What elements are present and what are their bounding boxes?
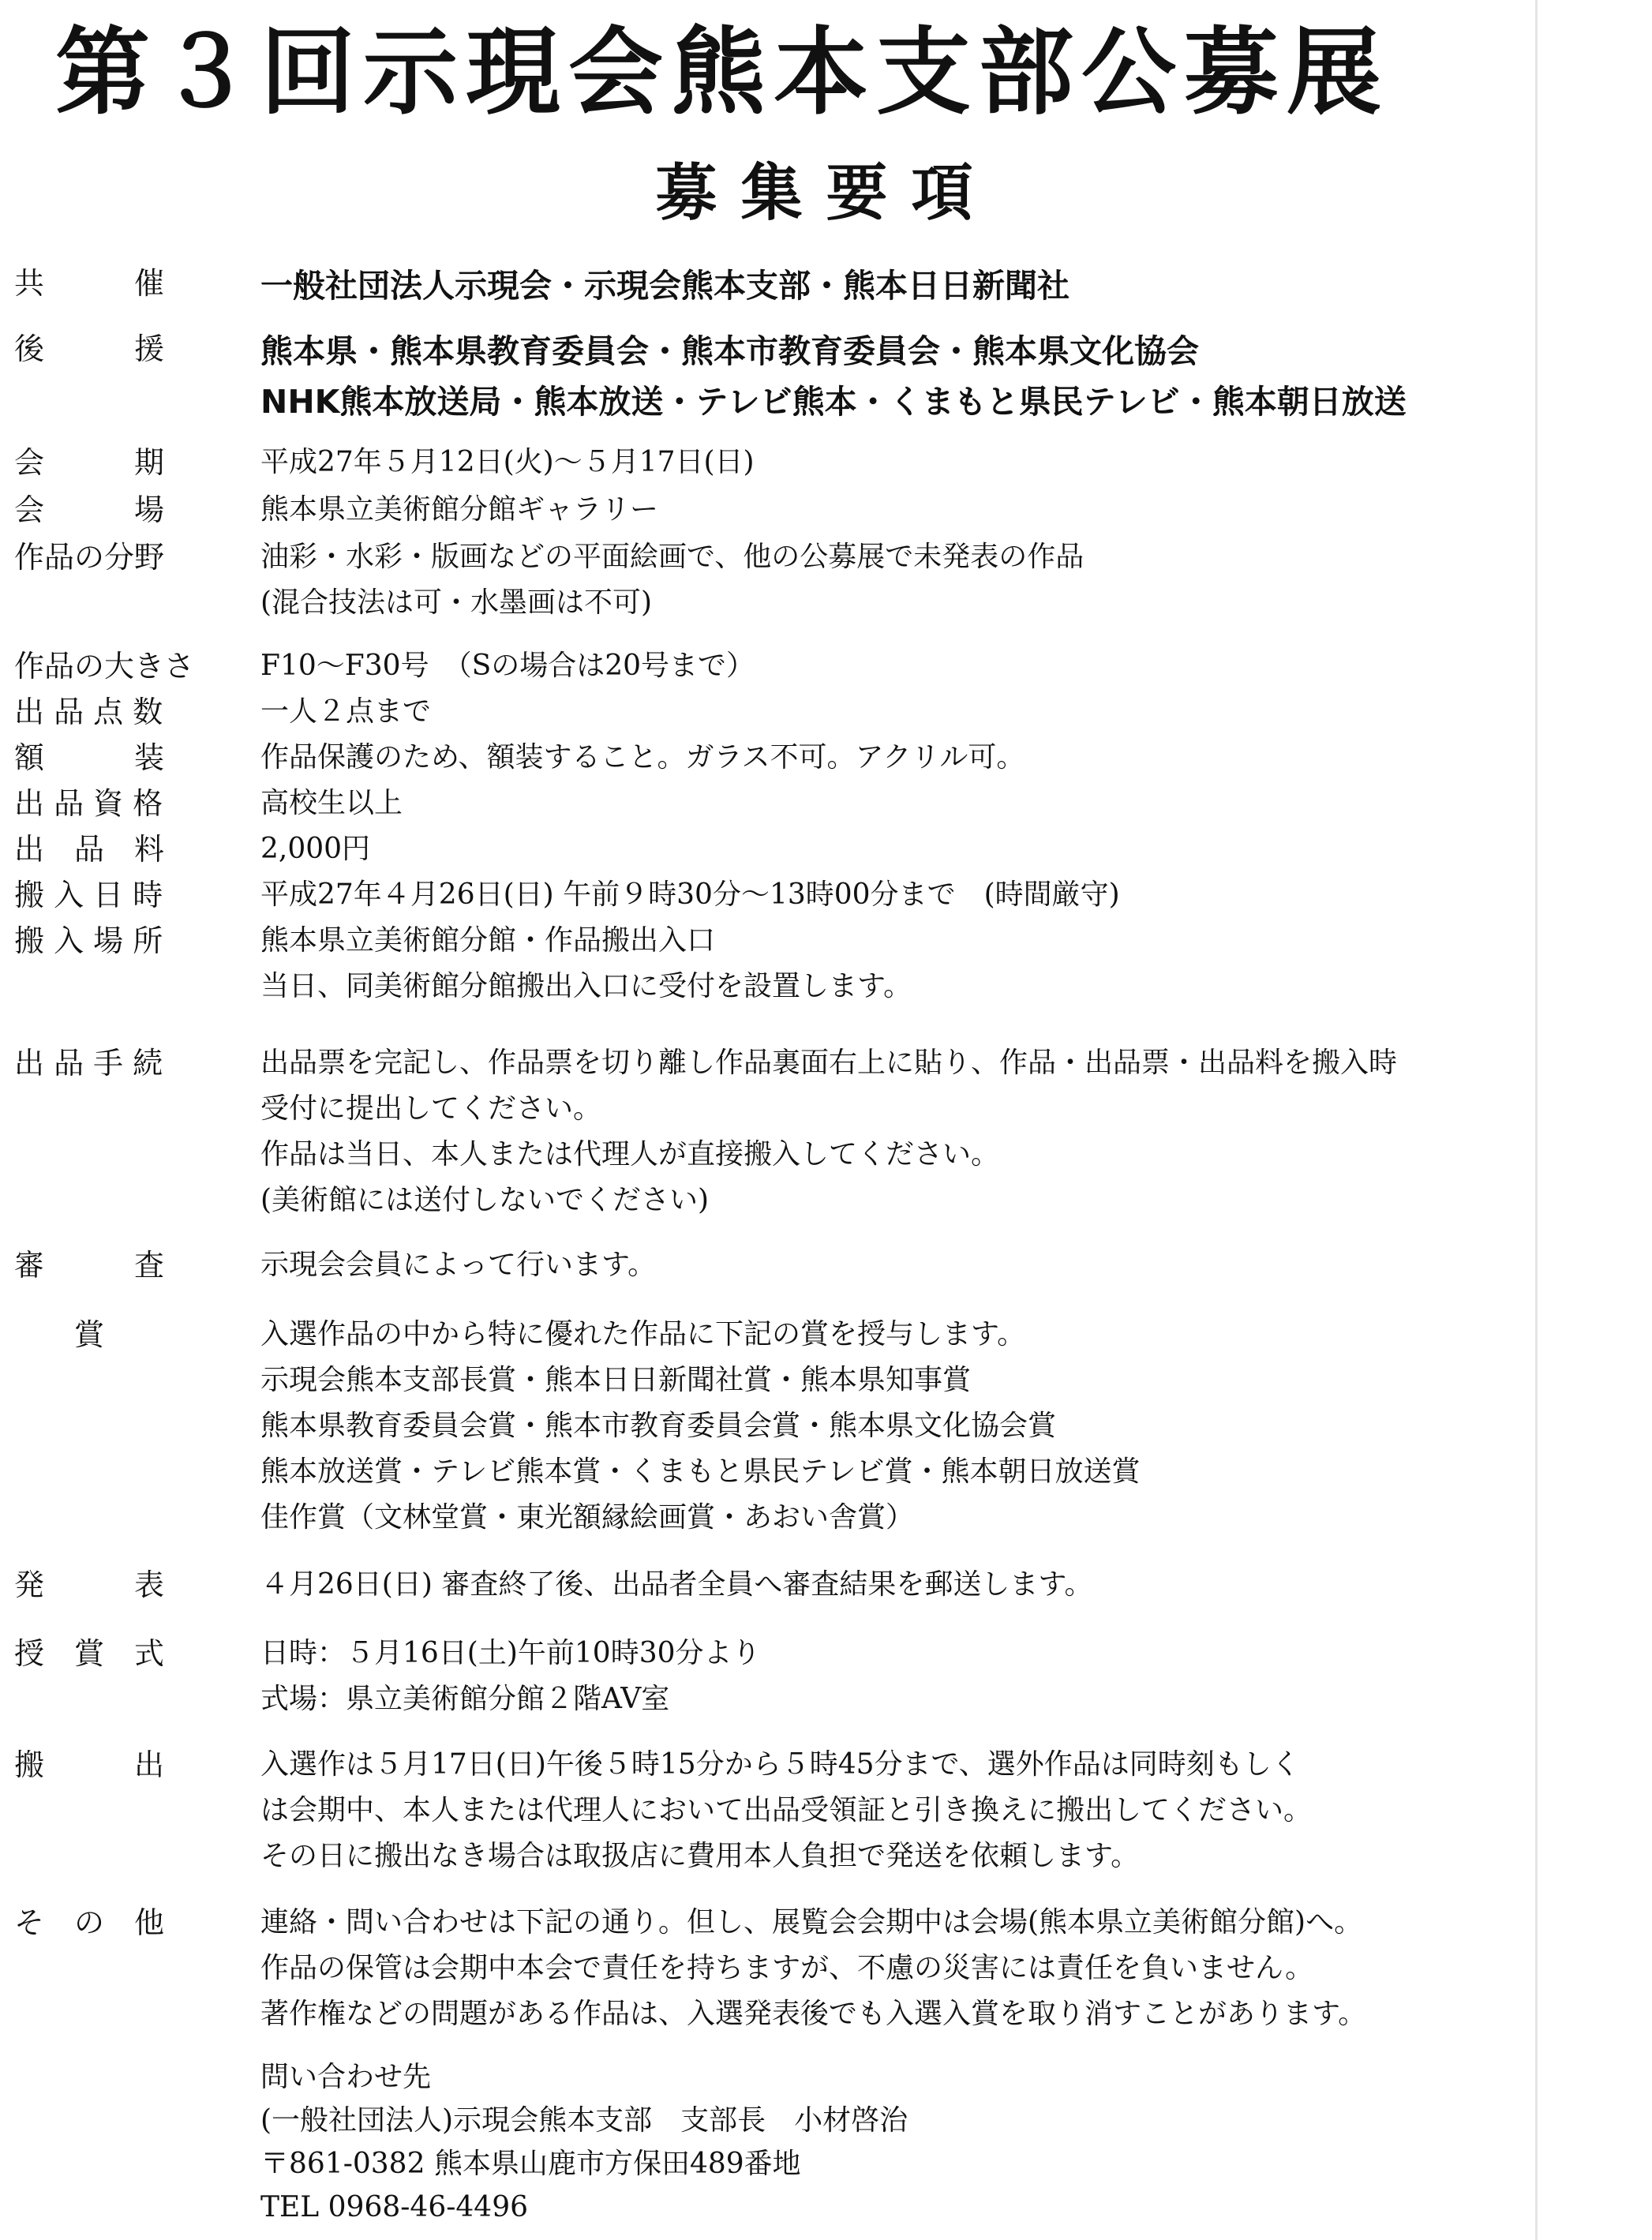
section-label: そ の 他 xyxy=(14,1905,165,1940)
section-value xyxy=(260,735,1025,781)
section-value xyxy=(260,1242,656,1288)
section-value xyxy=(260,1742,1312,1879)
section-value xyxy=(260,643,755,689)
section-value xyxy=(260,534,1084,626)
section-value xyxy=(260,689,431,735)
section-value xyxy=(260,1312,1141,1541)
section-label: 賞 xyxy=(14,1317,105,1352)
section-value xyxy=(260,260,1069,311)
value-line: 油彩・水彩・版画などの平面絵画で、他の公募展で未発表の作品 xyxy=(260,541,1084,573)
value-line: 示現会会員によって行います。 xyxy=(260,1249,657,1281)
section-label: 発 表 xyxy=(14,1568,165,1602)
section-label: 搬 出 xyxy=(14,1747,165,1782)
value-line: 一人２点まで xyxy=(260,695,432,728)
value-line: 作品保護のため、額装すること。ガラス不可。アクリル可。 xyxy=(260,741,1025,774)
section-value xyxy=(260,872,1120,918)
value-line: 受付に提出してください。 xyxy=(260,1092,602,1125)
section-label: 会 場 xyxy=(14,493,165,527)
value-line: 熊本県教育委員会賞・熊本市教育委員会賞・熊本県文化協会賞 xyxy=(260,1410,1057,1442)
page-edge-shadow xyxy=(1535,0,1538,2240)
section-value xyxy=(260,826,370,872)
value-line: は会期中、本人または代理人において出品受領証と引き換えに搬出してください。 xyxy=(260,1794,1313,1826)
value-line: NHK熊本放送局・熊本放送・テレビ熊本・くまもと県民テレビ・熊本朝日放送 xyxy=(260,383,1407,421)
section-label: 審 査 xyxy=(14,1248,165,1283)
section-value xyxy=(260,781,403,826)
value-line: 熊本県立美術館分館ギャラリー xyxy=(260,493,659,526)
contact-line: 〒861-0382 熊本県山鹿市方保田489番地 xyxy=(260,2148,801,2180)
section-label: 共 催 xyxy=(14,266,165,301)
section-value xyxy=(260,440,755,485)
value-line: 示現会熊本支部長賞・熊本日日新聞社賞・熊本県知事賞 xyxy=(260,1364,972,1396)
section-label: 作品の分野 xyxy=(14,540,165,575)
value-line: (美術館には送付しないでください) xyxy=(260,1184,710,1216)
section-value xyxy=(260,326,1407,427)
section-label: 搬 入 場 所 xyxy=(14,923,163,958)
value-line: 佳作賞（文林堂賞・東光額縁絵画賞・あおい舎賞） xyxy=(260,1501,915,1534)
value-line: 入選作は５月17日(日)午後５時15分から５時45分まで、選外作品は同時刻もしく xyxy=(260,1748,1300,1781)
section-label: 額 装 xyxy=(14,740,165,775)
section-label: 授 賞 式 xyxy=(14,1636,165,1671)
value-line: 出品票を完記し、作品票を切り離し作品裏面右上に貼り、作品・出品票・出品料を搬入時 xyxy=(260,1047,1398,1079)
section-label: 出 品 点 数 xyxy=(14,695,163,729)
contact-line: TEL 0968-46-4496 xyxy=(260,2191,529,2223)
value-line: F10～F30号 （Sの場合は20号まで） xyxy=(260,650,755,682)
section-value xyxy=(260,1040,1397,1223)
value-line: 入選作品の中から特に優れた作品に下記の賞を授与します。 xyxy=(260,1318,1026,1350)
value-line: (混合技法は可・水墨画は不可) xyxy=(260,586,653,619)
value-line: 一般社団法人示現会・示現会熊本支部・熊本日日新聞社 xyxy=(260,267,1069,305)
contact-line: (一般社団法人)示現会熊本支部 支部長 小材啓治 xyxy=(260,2104,908,2137)
section-label: 後 援 xyxy=(14,332,165,366)
value-line: 連絡・問い合わせは下記の通り。但し、展覧会会期中は会場(熊本県立美術館分館)へ。 xyxy=(260,1906,1363,1938)
value-line: 作品の保管は会期中本会で責任を持ちますが、不慮の災害には責任を負いません。 xyxy=(260,1952,1314,1984)
contact-value xyxy=(260,2055,908,2228)
section-label: 出 品 料 xyxy=(14,832,165,867)
section-label: 搬 入 日 時 xyxy=(14,878,163,912)
value-line: 作品は当日、本人または代理人が直接搬入してください。 xyxy=(260,1138,1000,1171)
value-line: ４月26日(日) 審査終了後、出品者全員へ審査結果を郵送します。 xyxy=(260,1568,1093,1601)
value-line: 平成27年５月12日(火)～５月17日(日) xyxy=(260,446,755,478)
value-line: 著作権などの問題がある作品は、入選発表後でも入選入賞を取り消すことがあります。 xyxy=(260,1998,1367,2030)
subtitle: 募集要項 xyxy=(655,157,997,229)
value-line: 熊本県立美術館分館・作品搬出入口 xyxy=(260,924,716,957)
section-value xyxy=(260,487,658,533)
value-line: 熊本県・熊本県教育委員会・熊本市教育委員会・熊本県文化協会 xyxy=(260,332,1199,370)
main-title: 第３回示現会熊本支部公募展 xyxy=(55,18,1389,128)
section-label: 会 期 xyxy=(14,445,165,480)
value-line: 高校生以上 xyxy=(260,787,403,819)
section-label: 出 品 手 続 xyxy=(14,1046,163,1081)
section-value xyxy=(260,1900,1366,2037)
contact-line: 問い合わせ先 xyxy=(260,2061,432,2093)
value-line: 平成27年４月26日(日) 午前９時30分～13時00分まで (時間厳守) xyxy=(260,878,1120,911)
section-value xyxy=(260,1562,1092,1608)
section-label: 作品の大きさ xyxy=(14,649,195,684)
value-line: 日時：５月16日(土)午前10時30分より xyxy=(260,1637,761,1669)
value-line: 当日、同美術館分館搬出入口に受付を設置します。 xyxy=(260,970,912,1002)
value-line: その日に搬出なき場合は取扱店に費用本人負担で発送を依頼します。 xyxy=(260,1840,1140,1872)
value-line: 式場：県立美術館分館２階AV室 xyxy=(260,1683,670,1715)
section-value xyxy=(260,918,912,1009)
value-line: 2,000円 xyxy=(260,833,371,865)
section-value xyxy=(260,1631,761,1722)
section-label: 出 品 資 格 xyxy=(14,786,163,821)
value-line: 熊本放送賞・テレビ熊本賞・くまもと県民テレビ賞・熊本朝日放送賞 xyxy=(260,1455,1141,1488)
